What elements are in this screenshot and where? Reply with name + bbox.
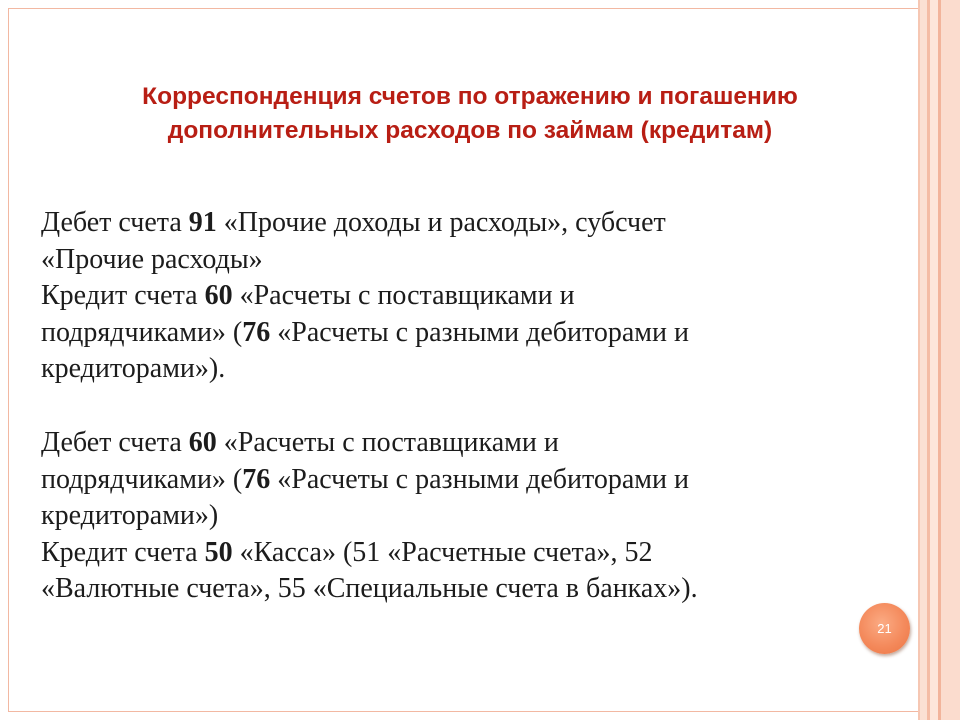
block1-line-5: кредиторами»).: [41, 353, 226, 384]
title-line-1: Корреспонденция счетов по отражению и погашению: [142, 83, 798, 110]
account-number: 76: [242, 316, 271, 348]
account-number: 91: [188, 207, 217, 238]
block2-line-1: Дебет счета 60 «Расчеты с поставщиками и: [41, 427, 559, 458]
account-number: 60: [188, 427, 217, 458]
block1-line-2: «Прочие расходы»: [41, 243, 263, 275]
slide-title: [40, 80, 900, 148]
page-number-badge: [859, 603, 910, 654]
block1-line-1: Дебет счета 91 «Прочие доходы и расходы», субсчет: [41, 207, 666, 238]
block2-line-3: кредиторами»): [41, 500, 219, 531]
account-number: 60: [204, 280, 233, 311]
block2-line-5: «Валютные счета», 55 «Специальные счета в банках»).: [41, 573, 698, 604]
block2-line-2: подрядчиками» (76 «Расчеты с разными дебиторами и: [41, 463, 689, 495]
account-number: 76: [242, 463, 271, 495]
account-number: 50: [204, 536, 233, 568]
title-line-2: дополнительных расходов по займам (кредитам): [167, 117, 773, 144]
page-number: 21: [877, 621, 892, 636]
block1-line-3: Кредит счета 60 «Расчеты с поставщиками и: [41, 280, 575, 311]
paragraph-gap: [41, 388, 881, 426]
slide-body: [41, 205, 881, 608]
block1-line-4: подрядчиками» (76 «Расчеты с разными дебиторами и: [41, 316, 689, 348]
decorative-side-stripes: [918, 0, 960, 720]
block2-line-4: Кредит счета 50 «Касса» (51 «Расчетные счета», 52: [41, 536, 653, 568]
